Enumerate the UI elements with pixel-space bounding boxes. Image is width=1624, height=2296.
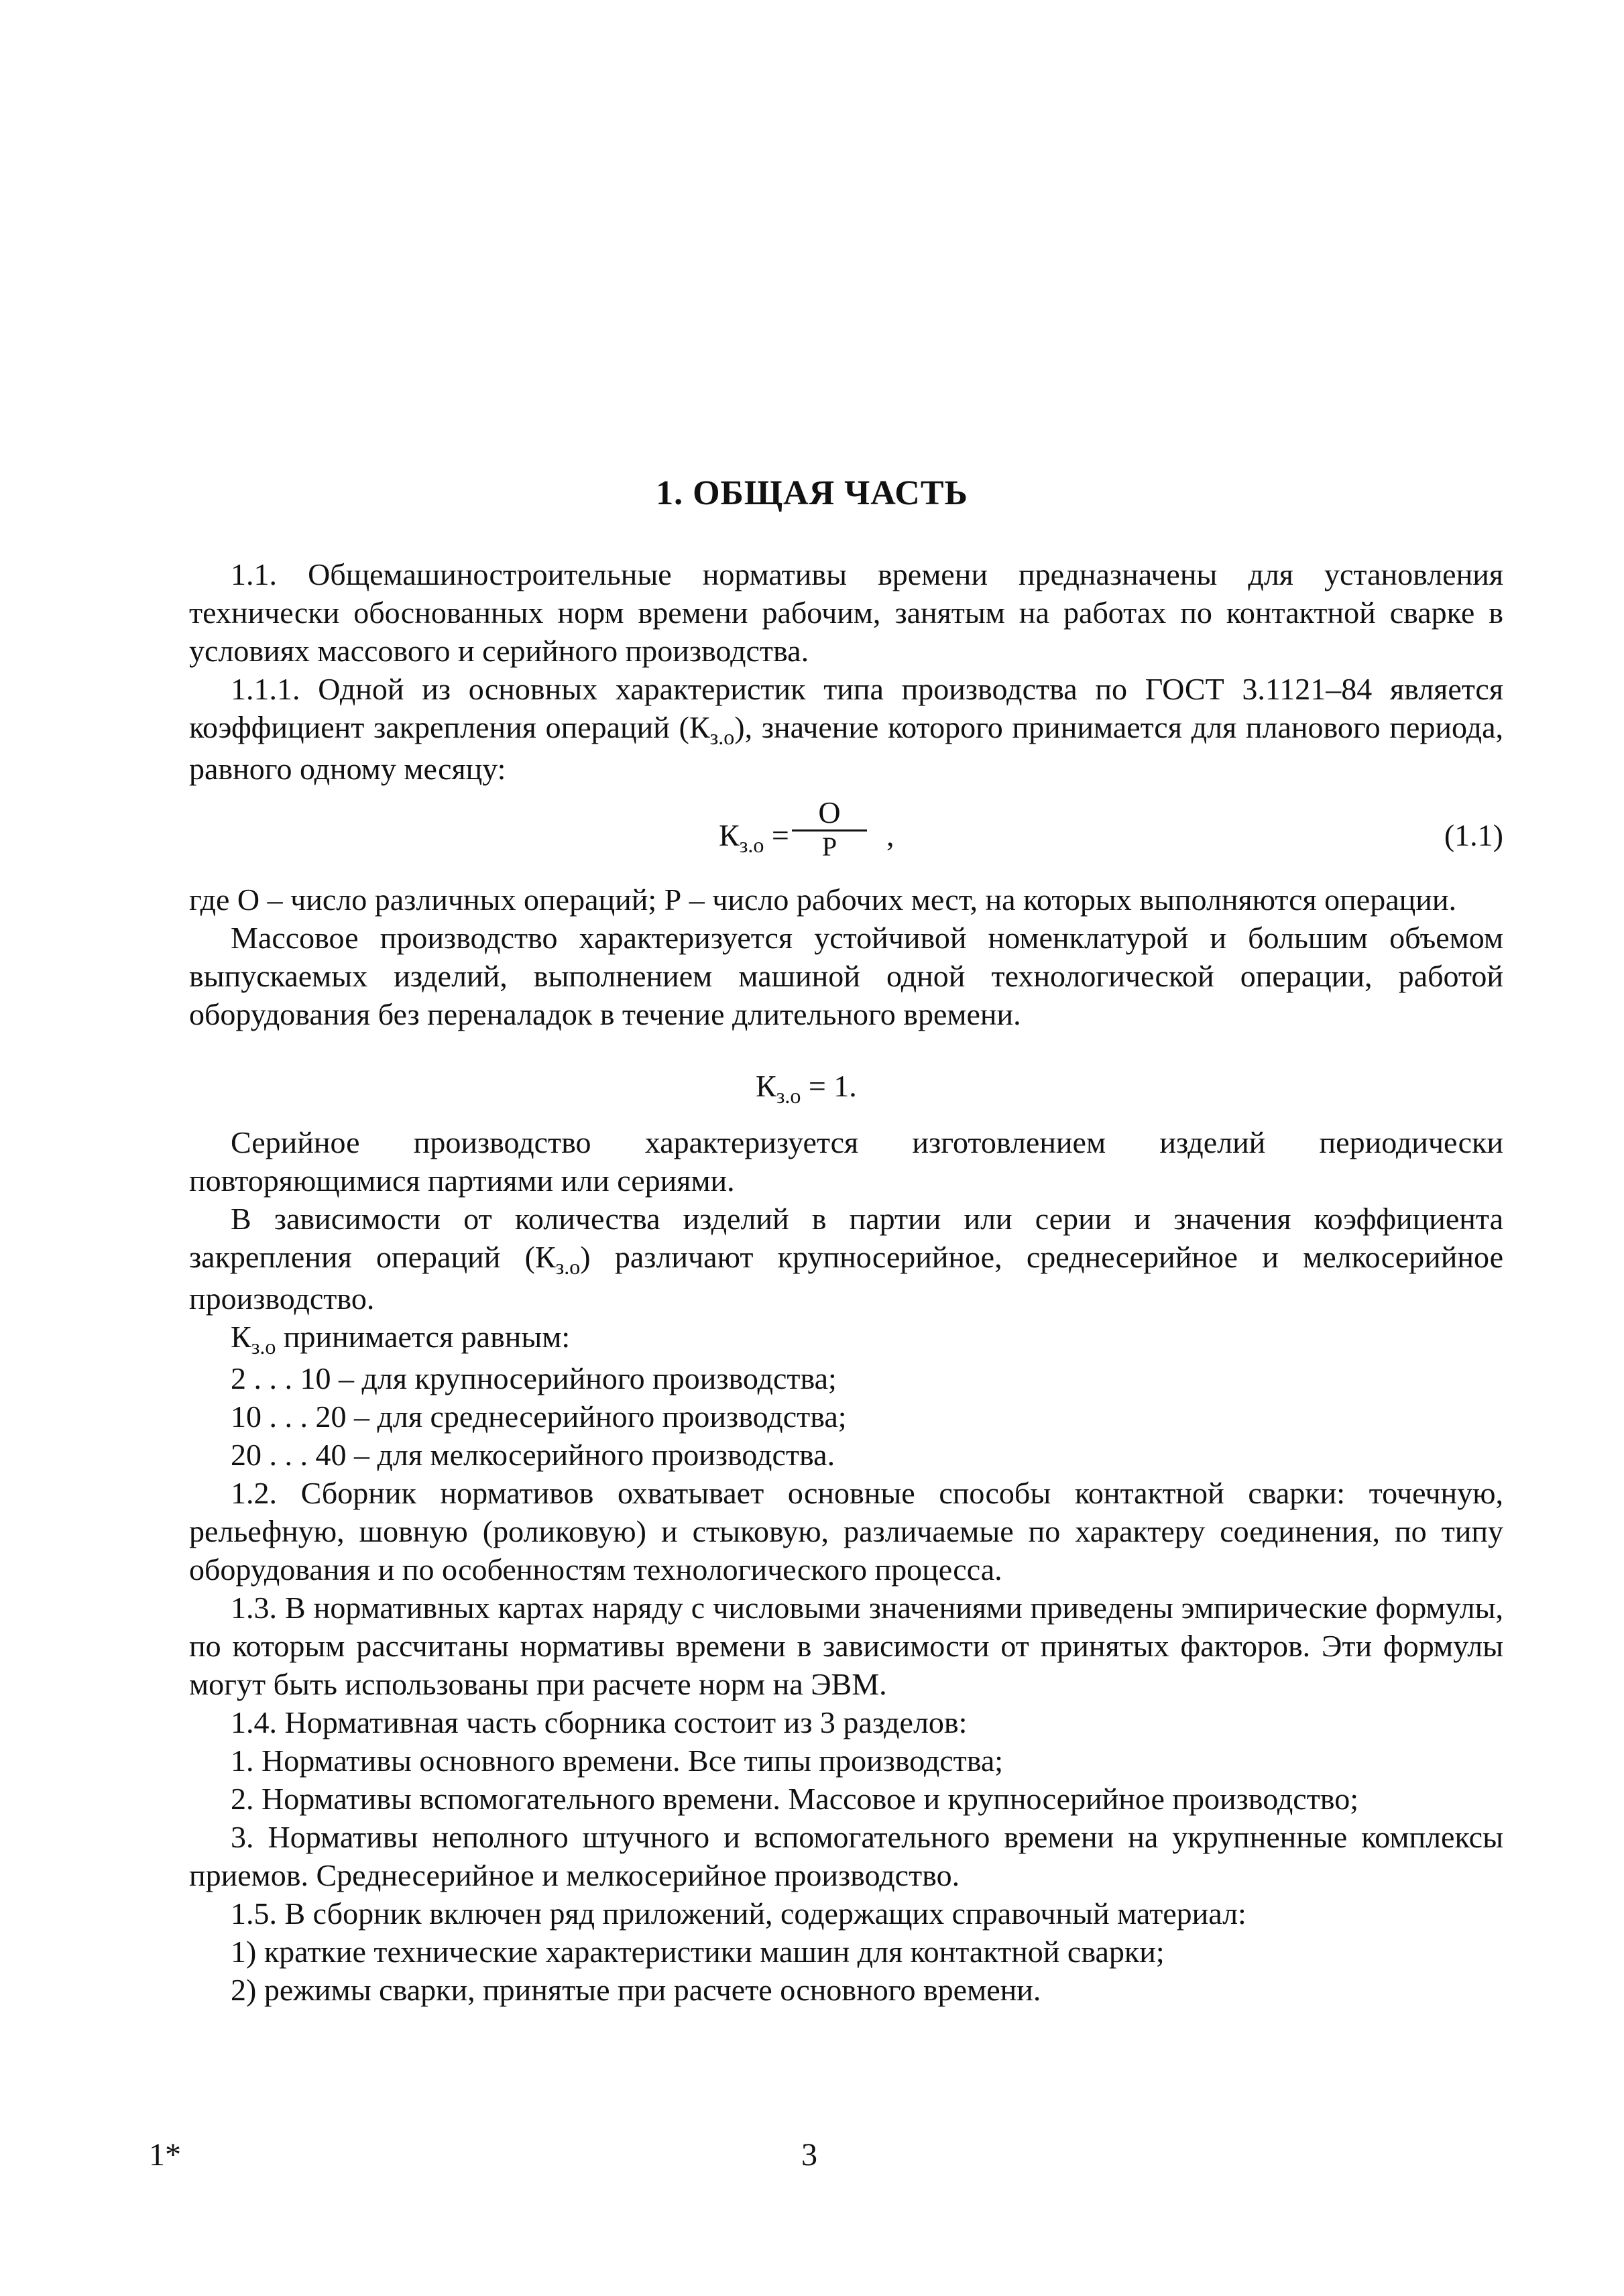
appendix-item-1: 1) краткие технические характеристики машин для контактной сварки; (231, 1935, 1165, 1969)
section-item-1: 1. Нормативы основного времени. Все типы производства; (231, 1743, 1004, 1778)
formula-comma: , (886, 818, 894, 852)
paragraph-1-5: 1.5. В сборник включен ряд приложений, содержащих справочный материал: (231, 1896, 1246, 1931)
paragraph-1-1: 1.1. Общемашиностроительные нормативы времени предназначены для установления технически обоснованных норм времени рабочим, занятым на работах по контактной сварке в условиях массового и серийного производства. (189, 557, 1503, 668)
fraction-denominator: Р (821, 831, 837, 862)
formula-fraction (789, 796, 870, 862)
signature-mark: 1* (149, 2137, 181, 2173)
formula-kzo-equals-1: $К_{з.о} = 1$. (756, 1069, 857, 1108)
section-title: 1. ОБЩАЯ ЧАСТЬ (656, 474, 968, 512)
section-item-3: 3. Нормативы неполного штучного и вспомогательного времени на укрупненные комплексы приемов. Среднесерийное и мелкосерийное производство. (189, 1820, 1503, 1892)
list-item: 20 . . . 40 – для мелкосерийного производства. (231, 1438, 835, 1472)
paragraph-mass-production: Массовое производство характеризуется устойчивой номенклатурой и большим объемом выпускаемых изделий, выполнением машиной одной технологической операции, работой оборудования без переналадок в течение длительного времени. (189, 921, 1503, 1031)
section-item-2: 2. Нормативы вспомогательного времени. Массовое и крупносерийное производство; (231, 1782, 1358, 1816)
page-number: 3 (801, 2137, 817, 2173)
paragraph-serial-production: Серийное производство характеризуется изготовлением изделий периодически повторяющимися партиями или сериями. (189, 1125, 1503, 1198)
body-text (189, 555, 1503, 2009)
paragraph-1-1-1: 1.1.1. Одной из основных характеристик типа производства по ГОСТ 3.1121–84 является коэффициент закрепления операций $(К_{з.о})$, значение которого принимается для планового периода, равного одному месяцу: (189, 672, 1503, 786)
paragraph-dependence: В зависимости от количества изделий в партии или серии и значения коэффициента закрепления операций $(К_{з.о})$ различают крупносерийное, среднесерийное и мелкосерийное производство. (189, 1202, 1503, 1316)
paragraph-kzo-values: $К_{з.о}$ принимается равным: (231, 1320, 571, 1359)
equation-number: (1.1) (1444, 818, 1503, 852)
paragraph-1-2: 1.2. Сборник нормативов охватывает основные способы контактной сварки: точечную, рельефную, шовную (роликовую) и стыковую, различаемые по характеру соединения, по типу оборудования и по особенностям технологического процесса. (189, 1476, 1503, 1587)
list-item: 10 . . . 20 – для среднесерийного производства; (231, 1399, 847, 1434)
paragraph-1-4: 1.4. Нормативная часть сборника состоит из 3 разделов: (231, 1705, 968, 1739)
fraction-numerator: О (818, 795, 841, 829)
appendix-item-2: 2) режимы сварки, принятые при расчете основного времени. (231, 1973, 1041, 2007)
formula-1-1 (189, 793, 1503, 880)
paragraph-1-3: 1.3. В нормативных картах наряду с числовыми значениями приведены эмпирические формулы, по которым рассчитаны нормативы времени в зависимости от принятых факторов. Эти формулы могут быть использованы при расчете норм на ЭВМ. (189, 1591, 1503, 1701)
paragraph-where: где О – число различных операций; Р – число рабочих мест, на которых выполняются операции. (189, 882, 1456, 917)
formula-lhs: $К_{з.о}$ = (719, 818, 789, 857)
list-item: 2 . . . 10 – для крупносерийного производства; (231, 1361, 837, 1395)
